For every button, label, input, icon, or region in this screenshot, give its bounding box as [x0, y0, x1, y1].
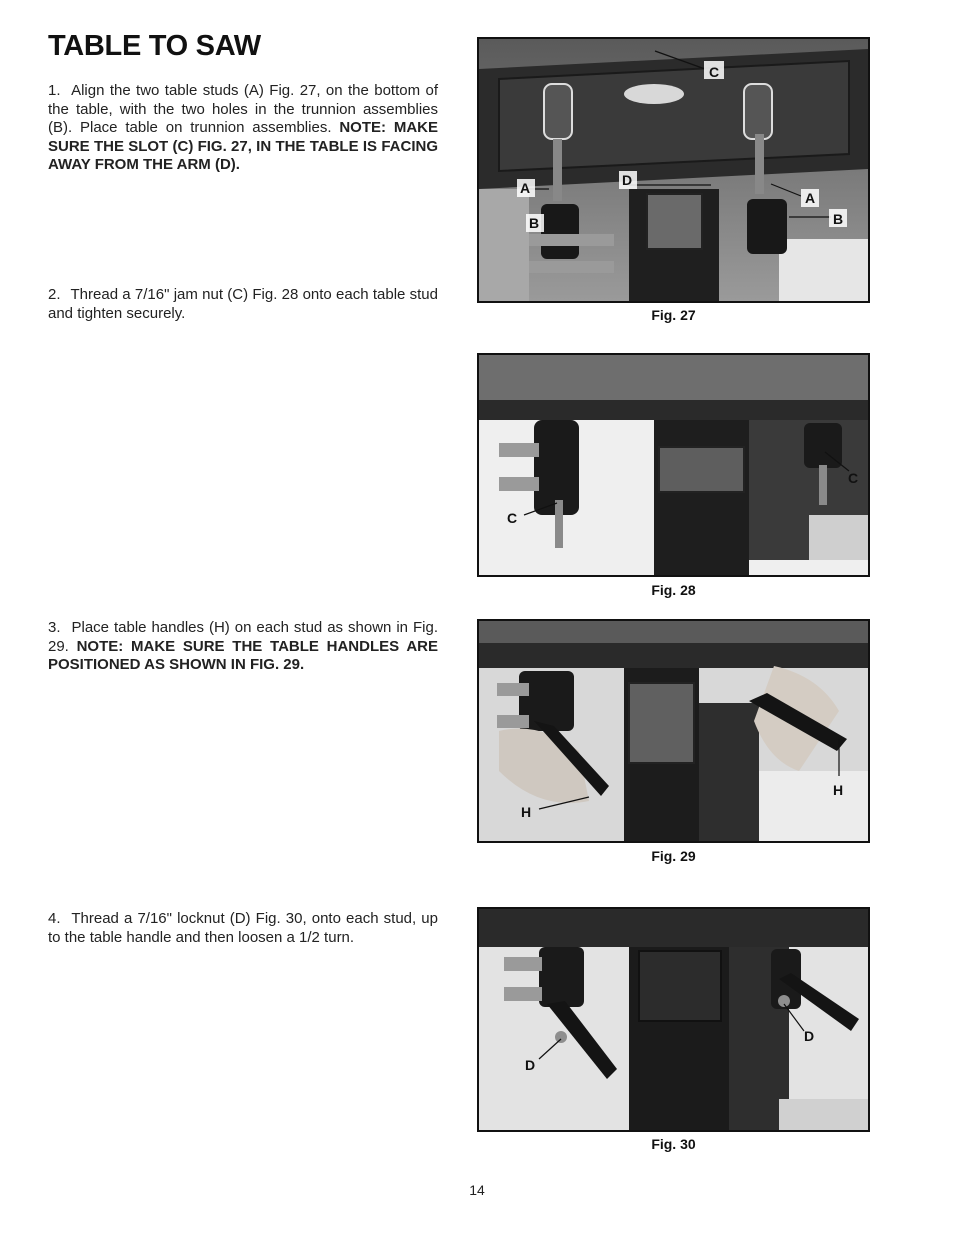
page-number: 14 — [469, 1182, 485, 1198]
fig30-label-d-left: D — [525, 1057, 536, 1073]
step-4-number: 4. — [48, 910, 61, 927]
fig27-label-a-right: A — [805, 190, 816, 206]
figure-30-illustration — [479, 909, 868, 1130]
fig27-label-b-left: B — [529, 215, 540, 231]
fig27-label-c: C — [709, 64, 720, 80]
figure-28-illustration — [479, 355, 868, 575]
fig27-label-b-right: B — [833, 211, 844, 227]
step-4-text: Thread a 7/16" locknut (D) Fig. 30, onto each stud, up to the table handle and then loosen a 1/2 turn. — [48, 910, 438, 946]
step-4 — [48, 910, 438, 947]
figure-28-photo — [477, 353, 870, 577]
step-2 — [48, 286, 438, 323]
figure-27-photo — [477, 37, 870, 303]
step-2-text: Thread a 7/16" jam nut (C) Fig. 28 onto each table stud and tighten securely. — [48, 286, 438, 322]
fig28-label-c-right: C — [848, 470, 859, 486]
fig29-label-h-left: H — [521, 804, 532, 820]
figure-29-photo — [477, 619, 870, 843]
step-3 — [48, 619, 438, 675]
step-3-text: Place table handles (H) on each stud as shown in Fig. 29. — [48, 619, 438, 655]
step-1-note: NOTE: MAKE SURE THE SLOT (C) FIG. 27, IN THE TABLE IS FACING AWAY FROM THE ARM (D). — [48, 119, 439, 173]
fig27-label-d: D — [622, 172, 633, 188]
figure-29-illustration — [479, 621, 868, 841]
figure-27-caption: Fig. 27 — [651, 307, 696, 323]
fig30-label-d-right: D — [804, 1028, 815, 1044]
step-3-note: NOTE: MAKE SURE THE TABLE HANDLES ARE POSITIONED AS SHOWN IN FIG. 29. — [48, 637, 438, 673]
figure-29-caption: Fig. 29 — [651, 848, 696, 864]
fig27-label-a-left: A — [520, 180, 531, 196]
figure-30-photo — [477, 907, 870, 1132]
figure-28-caption: Fig. 28 — [651, 582, 696, 598]
fig29-label-h-right: H — [833, 782, 844, 798]
figure-30-caption: Fig. 30 — [651, 1136, 696, 1152]
step-1-text: Align the two table studs (A) Fig. 27, on the bottom of the table, with the two holes in the trunnion assemblies (B). Place table on trunnion assemblies. — [48, 82, 438, 136]
figure-27-illustration — [479, 39, 868, 301]
step-2-number: 2. — [48, 286, 61, 303]
fig28-label-c-left: C — [507, 510, 518, 526]
page-title: TABLE TO SAW — [48, 30, 261, 62]
step-3-number: 3. — [48, 619, 61, 636]
step-1 — [48, 82, 438, 175]
step-1-number: 1. — [48, 82, 61, 99]
